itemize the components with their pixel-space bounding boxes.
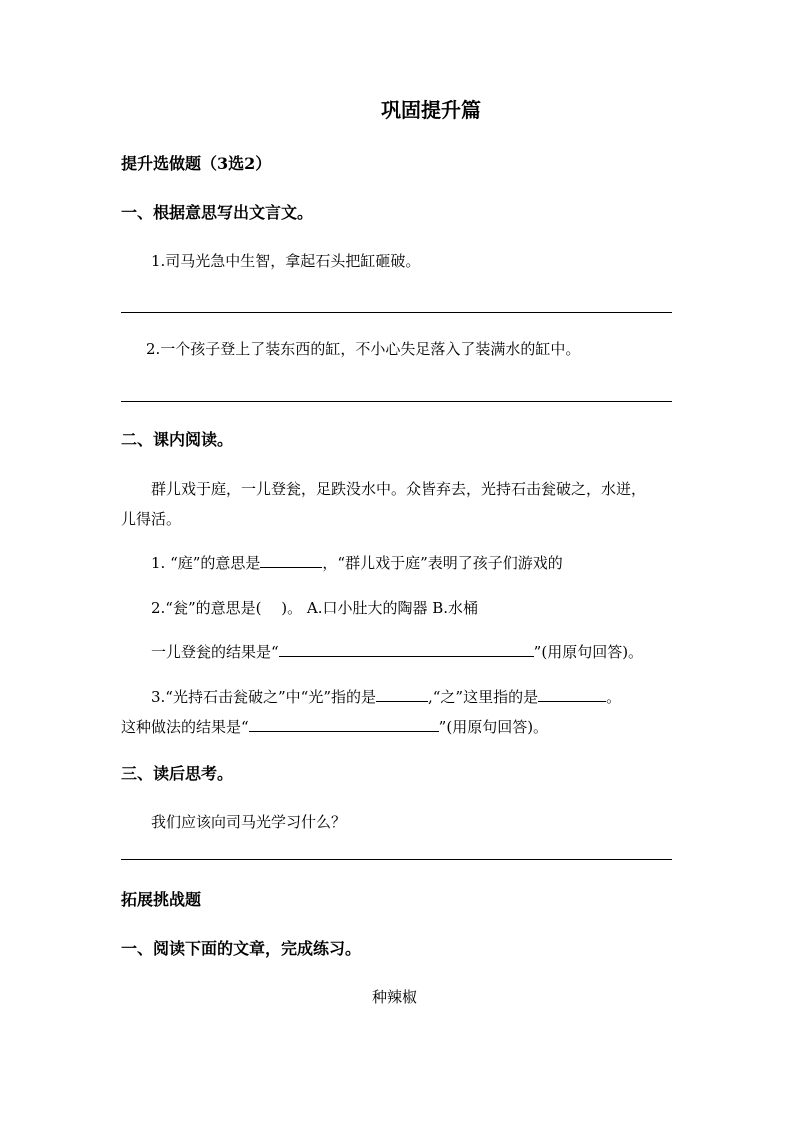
part2-question-1 xyxy=(151,556,563,571)
q2b-text-b: ”(用原句回答)。 xyxy=(533,643,644,661)
section-b-part1-heading: 一、阅读下面的文章，完成练习。 xyxy=(121,939,362,958)
part1-heading: 一、根据意思写出文言文。 xyxy=(121,203,314,222)
q3-text-a: 3.“光持石击瓮破之”中“光”指的是 xyxy=(151,688,376,706)
passage-line-1: 群儿戏于庭，一儿登瓮，足跌没水中。众皆弃去，光持石击瓮破之，水迸， xyxy=(151,480,647,498)
answer-line-3 xyxy=(121,859,672,860)
q3-blank-1 xyxy=(376,700,428,702)
part2-question-2b xyxy=(151,645,643,660)
q3-blank-3 xyxy=(249,730,439,732)
part3-question: 我们应该向司马光学习什么？ xyxy=(151,813,347,831)
q3-blank-2 xyxy=(538,700,606,702)
part1-question-2: 2.一个孩子登上了装东西的缸，不小心失足落入了装满水的缸中。 xyxy=(146,340,581,358)
q2b-blank xyxy=(279,655,534,657)
q1-text-a: 1. “庭”的意思是 xyxy=(151,554,261,572)
q1-blank xyxy=(260,566,322,568)
answer-line-2 xyxy=(121,401,672,402)
answer-line-1 xyxy=(121,312,672,313)
part2-question-3-result xyxy=(121,720,548,735)
article-title: 种辣椒 xyxy=(372,988,418,1006)
q3-text-c: 。 xyxy=(606,688,622,706)
section-b-heading: 拓展挑战题 xyxy=(121,890,202,909)
q2b-text-a: 一儿登瓮的结果是“ xyxy=(151,643,279,661)
q1-text-b: ，“群儿戏于庭”表明了孩子们游戏的 xyxy=(322,554,563,572)
part2-heading: 二、课内阅读。 xyxy=(121,430,234,449)
q3-text-e: ”(用原句回答)。 xyxy=(438,718,549,736)
section-a-heading: 提升选做题（3选2） xyxy=(121,154,272,173)
q3-text-d: 这种做法的结果是“ xyxy=(121,718,249,736)
page-title: 巩固提升篇 xyxy=(381,98,481,122)
part3-heading: 三、读后思考。 xyxy=(121,764,234,783)
part2-question-3 xyxy=(151,690,621,705)
part2-question-2: 2.“瓮”的意思是( )。 A.口小肚大的陶器 B.水桶 xyxy=(151,599,479,617)
part1-question-1: 1.司马光急中生智，拿起石头把缸砸破。 xyxy=(151,252,421,270)
passage-line-2: 儿得活。 xyxy=(121,510,182,528)
q3-text-b: ,“之”这里指的是 xyxy=(428,688,539,706)
